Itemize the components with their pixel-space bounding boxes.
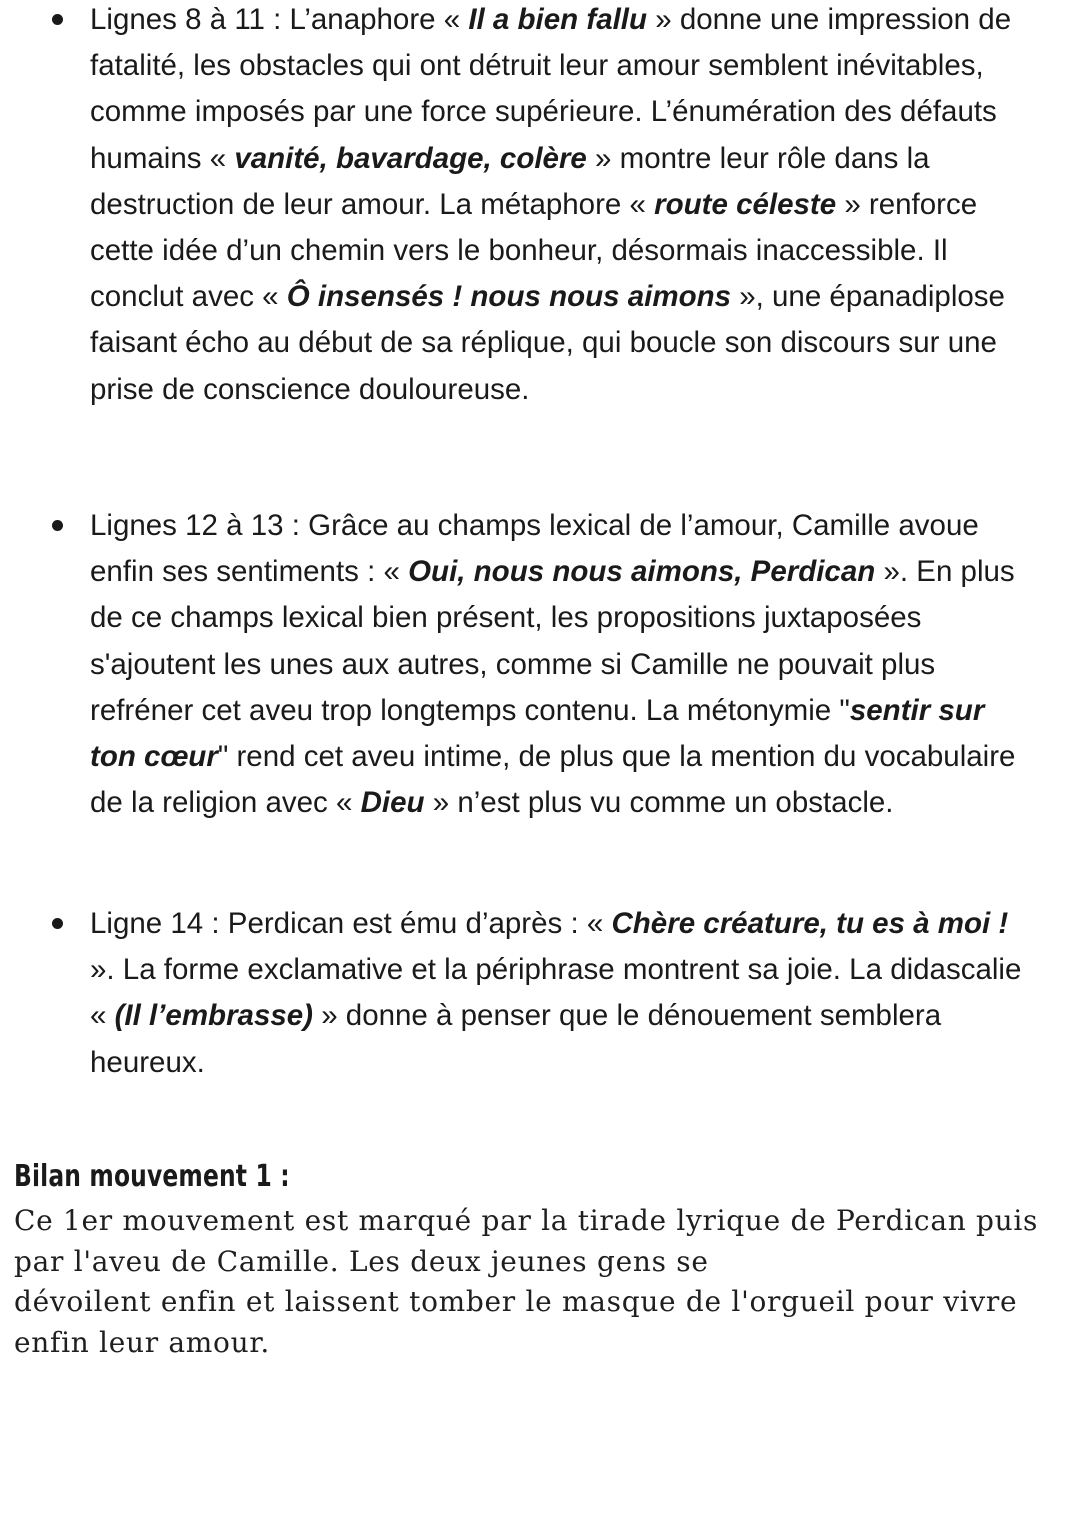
quotation: Ô insensés ! nous nous aimons xyxy=(286,280,732,314)
bullet-item-ligne-14 xyxy=(90,901,1035,1086)
bilan-line: Ce 1er mouvement est marqué par la tirade lyrique de Perdican puis xyxy=(14,1204,1039,1237)
bilan-line: dévoilent enfin et laissent tomber le masque de l'orgueil pour vivre xyxy=(14,1285,1018,1319)
bullet-text: » montre leur rôle dans la destruction de leur amour. La métaphore « xyxy=(90,141,930,221)
bullet-text: Lignes 8 à 11 : L’anaphore « xyxy=(90,3,469,36)
quotation: Il a bien fallu xyxy=(468,3,648,36)
bullet-text: » n’est plus vu comme un obstacle. xyxy=(424,786,894,820)
bullet-item-lignes-8-11 xyxy=(90,0,1035,413)
bullet-text: Ligne 14 : Perdican est ému d’après : « xyxy=(90,907,612,940)
quotation: Oui, nous nous aimons, Perdican xyxy=(408,555,876,589)
bullet-text: ». En plus de ce champs lexical bien présent, les propositions juxtaposées s'ajoutent les unes aux autres, comme si Camille ne pouvait plus refréner cet aveu trop longtemps contenu. La métonymie " xyxy=(90,555,1015,727)
bullet-text: », une épanadiplose faisant écho au début de sa réplique, qui boucle son discours sur une prise de conscience douloureuse. xyxy=(90,280,1005,406)
bilan-line: enfin leur amour. xyxy=(14,1326,270,1360)
bullet-paragraph xyxy=(90,901,1035,1086)
bullet-dot-icon xyxy=(52,14,63,25)
bilan-paragraph xyxy=(14,1201,1064,1364)
bullet-item-lignes-12-13 xyxy=(90,503,1035,826)
bullet-text: Lignes 12 à 13 : Grâce au champs lexical de l’amour, Camille avoue enfin ses sentiments : « xyxy=(90,509,979,589)
bullet-text: ». La forme exclamative et la périphrase montrent sa joie. La didascalie « xyxy=(90,953,1022,1033)
bullet-paragraph xyxy=(90,0,1035,413)
bilan-section xyxy=(14,1155,1064,1364)
bullet-text: » renforce cette idée d’un chemin vers le bonheur, désormais inaccessible. Il conclut avec « xyxy=(90,187,978,314)
bullet-dot-icon xyxy=(52,918,63,929)
quotation: route céleste xyxy=(654,187,837,221)
quotation: vanité, bavardage, colère xyxy=(234,141,587,175)
bullet-paragraph xyxy=(90,503,1035,826)
bullet-text: » donne à penser que le dénouement semblera heureux. xyxy=(90,999,942,1079)
bilan-heading: Bilan mouvement 1 : xyxy=(14,1159,290,1194)
quotation: Chère créature, tu es à moi ! xyxy=(611,907,1009,940)
quotation: (Il l’embrasse) xyxy=(114,999,313,1033)
quotation: sentir sur ton cœur xyxy=(90,693,985,774)
bilan-line: par l'aveu de Camille. Les deux jeunes gens se xyxy=(14,1244,709,1278)
bullet-text: " rend cet aveu intime, de plus que la mention du vocabulaire de la religion avec « xyxy=(90,740,1016,820)
bullet-dot-icon xyxy=(52,520,63,531)
bullet-text: » donne une impression de fatalité, les obstacles qui ont détruit leur amour semblent inévitables, comme imposés par une force supérieure. L’énumération des défauts humains « xyxy=(90,3,1012,175)
quotation: Dieu xyxy=(360,786,425,820)
